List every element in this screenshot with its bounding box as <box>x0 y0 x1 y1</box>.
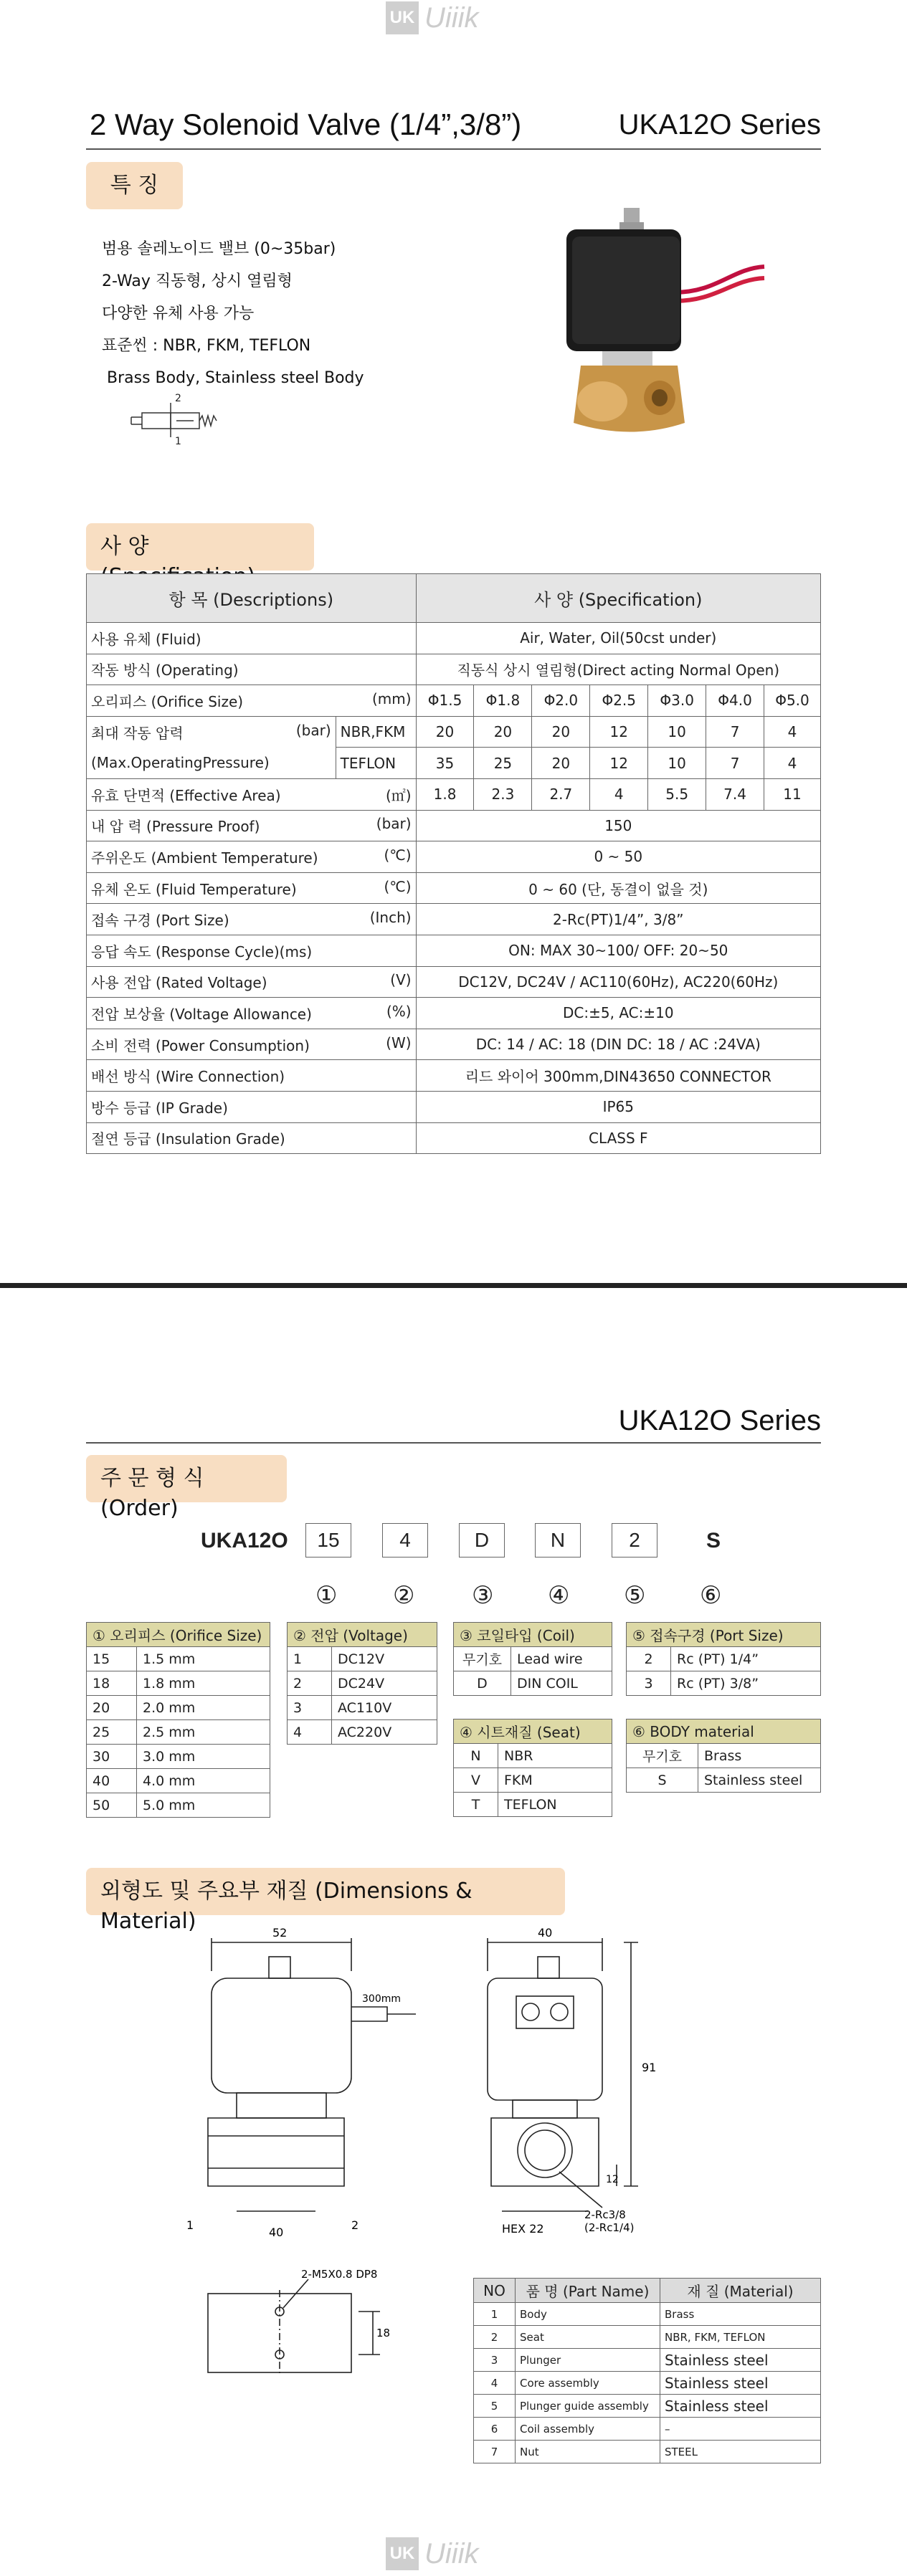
part-no: 3 <box>474 2349 516 2372</box>
parts-head-no: NO <box>474 2279 516 2303</box>
dim-40: 40 <box>269 2226 284 2239</box>
dim-screw: 2-M5X0.8 DP8 <box>301 2268 378 2281</box>
order-marker: ⑥ <box>700 1581 722 1610</box>
spec-label: 주위온도 (Ambient Temperature) <box>91 849 318 867</box>
table-row <box>454 1768 612 1793</box>
dimensions-heading: 외형도 및 주요부 재질 (Dimensions & Material) <box>86 1868 565 1915</box>
value-cell: TEFLON <box>498 1793 612 1817</box>
spec-table <box>86 573 821 1154</box>
logo-text: Uiiik <box>424 2537 479 2570</box>
spec-cell: 7 <box>706 716 764 748</box>
spec-cell: 20 <box>474 716 532 748</box>
coil-table-title: ③ 코일타입 (Coil) <box>454 1623 612 1647</box>
order-code-1: 15 <box>305 1523 351 1557</box>
table-row <box>87 841 821 873</box>
spec-cell: 20 <box>532 716 590 748</box>
value-cell: 3.0 mm <box>137 1745 270 1769</box>
code-cell: 20 <box>87 1696 137 1720</box>
spec-label: 전압 보상율 (Voltage Allowance) <box>91 1005 312 1023</box>
spec-cell: Φ3.0 <box>648 685 706 717</box>
order-marker: ④ <box>548 1581 570 1610</box>
table-row <box>87 904 821 935</box>
spec-cell: 12 <box>590 748 648 779</box>
code-cell: 3 <box>288 1696 332 1720</box>
spec-cell: Φ1.8 <box>474 685 532 717</box>
spec-unit: (bar) <box>376 815 412 833</box>
table-row <box>288 1671 437 1696</box>
table-row <box>87 778 821 810</box>
spec-cell: 5.5 <box>648 778 706 810</box>
order-marker: ③ <box>472 1581 494 1610</box>
value-cell: AC220V <box>332 1720 437 1745</box>
part-no: 5 <box>474 2395 516 2418</box>
brand-logo <box>386 1 479 34</box>
spec-cell: 4 <box>764 716 821 748</box>
part-no: 4 <box>474 2372 516 2395</box>
code-cell: 무기호 <box>627 1744 698 1768</box>
table-row <box>474 2303 821 2326</box>
table-row <box>87 1696 270 1720</box>
port-label-1: 1 <box>175 436 181 447</box>
spec-unit: (Inch) <box>369 909 412 927</box>
spec-cell: Φ5.0 <box>764 685 821 717</box>
spec-value: 150 <box>416 810 820 841</box>
body-table <box>626 1719 821 1793</box>
part-material: STEEL <box>660 2441 821 2463</box>
logo-mark: UK <box>386 1 419 34</box>
spec-cell: 2.3 <box>474 778 532 810</box>
spec-label: 작동 방식 (Operating) <box>87 654 417 685</box>
spec-sublabel: NBR,FKM <box>336 716 416 748</box>
table-row <box>288 1696 437 1720</box>
code-cell: 3 <box>627 1671 671 1696</box>
table-row <box>87 872 821 904</box>
spec-cell: 4 <box>590 778 648 810</box>
spec-unit: (W) <box>386 1034 412 1051</box>
table-row <box>87 1720 270 1745</box>
order-marker: ⑤ <box>624 1581 646 1610</box>
spec-unit: (V) <box>390 971 412 989</box>
valve-symbol <box>128 393 221 447</box>
title-rule-2 <box>86 1442 821 1444</box>
table-row <box>454 1647 612 1671</box>
code-cell: T <box>454 1793 498 1817</box>
spec-label: 소비 전력 (Power Consumption) <box>91 1036 310 1054</box>
part-no: 2 <box>474 2326 516 2349</box>
code-cell: 무기호 <box>454 1647 511 1671</box>
value-cell: FKM <box>498 1768 612 1793</box>
table-row <box>627 1744 821 1768</box>
spec-label: 오리피스 (Orifice Size) <box>91 692 244 710</box>
part-name: Core assembly <box>516 2372 660 2395</box>
value-cell: Lead wire <box>511 1647 612 1671</box>
spec-value: 0 ~ 60 (단, 동결이 없을 것) <box>416 872 820 904</box>
spec-cell: Φ1.5 <box>416 685 474 717</box>
table-row <box>87 1745 270 1769</box>
spec-value: 리드 와이어 300mm,DIN43650 CONNECTOR <box>416 1060 820 1092</box>
value-cell: 1.8 mm <box>137 1671 270 1696</box>
port-table <box>626 1622 821 1696</box>
spec-value: Air, Water, Oil(50cst under) <box>416 623 820 654</box>
code-cell: N <box>454 1744 498 1768</box>
dim-rc2: (2-Rc1/4) <box>584 2221 635 2234</box>
feature-item: 다양한 유체 사용 가능 <box>102 305 255 323</box>
spec-cell: 10 <box>648 748 706 779</box>
title-rule <box>86 148 821 150</box>
voltage-table <box>287 1622 437 1745</box>
value-cell: Rc (PT) 3/8” <box>671 1671 821 1696</box>
code-cell: 50 <box>87 1793 137 1818</box>
voltage-table-title: ② 전압 (Voltage) <box>288 1623 437 1647</box>
value-cell: AC110V <box>332 1696 437 1720</box>
table-row <box>87 654 821 685</box>
table-row <box>87 623 821 654</box>
spec-head-right: 사 양 (Specification) <box>416 574 820 623</box>
value-cell: Stainless steel <box>698 1768 821 1793</box>
order-code-3: D <box>459 1523 505 1557</box>
spec-cell: 7 <box>706 748 764 779</box>
order-code-2: 4 <box>382 1523 428 1557</box>
orifice-table-title: ① 오리피스 (Orifice Size) <box>87 1623 270 1647</box>
value-cell: NBR <box>498 1744 612 1768</box>
bottom-view-drawing <box>194 2265 409 2387</box>
spec-value: CLASS F <box>416 1122 820 1154</box>
table-row <box>474 2441 821 2463</box>
table-row <box>87 1060 821 1092</box>
spec-unit: (℃) <box>384 877 412 895</box>
part-no: 1 <box>474 2303 516 2326</box>
feature-item: 범용 솔레노이드 밸브 (0~35bar) <box>102 240 336 258</box>
spec-unit: (℃) <box>384 846 412 864</box>
spec-cell: Φ4.0 <box>706 685 764 717</box>
table-row <box>627 1647 821 1671</box>
spec-head-left: 항 목 (Descriptions) <box>87 574 417 623</box>
table-row <box>627 1671 821 1696</box>
part-material: Stainless steel <box>660 2349 821 2372</box>
code-cell: V <box>454 1768 498 1793</box>
spec-sublabel: TEFLON <box>336 748 416 779</box>
table-row <box>87 685 821 717</box>
code-cell: 15 <box>87 1647 137 1671</box>
table-row <box>454 1671 612 1696</box>
order-marker: ② <box>393 1581 415 1610</box>
spec-value: DC: 14 / AC: 18 (DIN DC: 18 / AC :24VA) <box>416 1029 820 1060</box>
value-cell: 5.0 mm <box>137 1793 270 1818</box>
dim-91: 91 <box>642 2061 657 2074</box>
code-cell: 2 <box>627 1647 671 1671</box>
spec-cell: Φ2.0 <box>532 685 590 717</box>
table-row <box>474 2418 821 2441</box>
spec-cell: 1.8 <box>416 778 474 810</box>
seat-table <box>453 1719 612 1817</box>
part-name: Coil assembly <box>516 2418 660 2441</box>
part-material: Brass <box>660 2303 821 2326</box>
spec-cell: 20 <box>416 716 474 748</box>
value-cell: 2.0 mm <box>137 1696 270 1720</box>
dim-300: 300mm <box>362 1993 401 2005</box>
spec-value: DC12V, DC24V / AC110(60Hz), AC220(60Hz) <box>416 966 820 998</box>
part-no: 6 <box>474 2418 516 2441</box>
dim-port-1: 1 <box>186 2218 194 2232</box>
table-row <box>87 1769 270 1793</box>
table-row <box>627 1768 821 1793</box>
page-separator <box>0 1283 907 1288</box>
spec-value: 직동식 상시 열림형(Direct acting Normal Open) <box>416 654 820 685</box>
spec-cell: 35 <box>416 748 474 779</box>
table-row <box>87 935 821 966</box>
parts-table <box>473 2278 821 2463</box>
product-photo <box>552 194 767 452</box>
table-row <box>474 2326 821 2349</box>
table-row <box>87 1122 821 1154</box>
order-heading: 주 문 형 식 (Order) <box>86 1455 287 1502</box>
seat-table-title: ④ 시트재질 (Seat) <box>454 1719 612 1744</box>
body-table-title: ⑥ BODY material <box>627 1719 821 1744</box>
order-marker: ① <box>315 1581 338 1610</box>
part-material: NBR, FKM, TEFLON <box>660 2326 821 2349</box>
code-cell: D <box>454 1671 511 1696</box>
parts-head-name: 품 명 (Part Name) <box>516 2279 660 2303</box>
dim-12: 12 <box>606 2174 619 2185</box>
part-name: Plunger guide assembly <box>516 2395 660 2418</box>
spec-value: DC:±5, AC:±10 <box>416 998 820 1029</box>
parts-head-material: 재 질 (Material) <box>660 2279 821 2303</box>
dimension-drawing <box>172 1928 817 2251</box>
features-heading: 특 징 <box>86 162 183 209</box>
value-cell: Rc (PT) 1/4” <box>671 1647 821 1671</box>
dim-rc1: 2-Rc3/8 <box>584 2208 626 2221</box>
table-row <box>454 1793 612 1817</box>
table-row <box>87 966 821 998</box>
code-cell: 4 <box>288 1720 332 1745</box>
spec-label: 최대 작동 압력 <box>91 724 184 742</box>
feature-item: Brass Body, Stainless steel Body <box>102 369 364 387</box>
feature-item: 표준씬 : NBR, FKM, TEFLON <box>102 337 311 355</box>
series-name: UKA12O Series <box>618 109 821 140</box>
coil-table <box>453 1622 612 1696</box>
code-cell: S <box>627 1768 698 1793</box>
order-suffix: S <box>706 1529 721 1552</box>
code-cell: 25 <box>87 1720 137 1745</box>
port-table-title: ⑤ 접속구경 (Port Size) <box>627 1623 821 1647</box>
spec-cell: Φ2.5 <box>590 685 648 717</box>
table-row <box>87 1647 270 1671</box>
spec-label: 응답 속도 (Response Cycle)(ms) <box>91 943 313 960</box>
spec-cell: 12 <box>590 716 648 748</box>
spec-unit: (mm) <box>372 690 412 707</box>
value-cell: 4.0 mm <box>137 1769 270 1793</box>
dim-40-side: 40 <box>538 1928 553 1940</box>
table-row <box>87 1029 821 1060</box>
spec-unit: (㎡) <box>385 786 412 804</box>
part-material: – <box>660 2418 821 2441</box>
logo-text: Uiiik <box>424 1 479 34</box>
table-row <box>454 1744 612 1768</box>
spec-cell: 10 <box>648 716 706 748</box>
part-name: Plunger <box>516 2349 660 2372</box>
code-cell: 2 <box>288 1671 332 1696</box>
dim-18: 18 <box>376 2327 391 2339</box>
table-row <box>288 1647 437 1671</box>
part-material: Stainless steel <box>660 2395 821 2418</box>
table-row <box>87 748 821 779</box>
code-cell: 18 <box>87 1671 137 1696</box>
value-cell: DC24V <box>332 1671 437 1696</box>
table-row <box>87 810 821 841</box>
order-model: UKA12O <box>201 1529 288 1552</box>
spec-value: ON: MAX 30~100/ OFF: 20~50 <box>416 935 820 966</box>
part-name: Body <box>516 2303 660 2326</box>
dim-hex: HEX 22 <box>502 2222 544 2236</box>
table-row <box>87 716 821 748</box>
part-no: 7 <box>474 2441 516 2463</box>
spec-label: 절연 등급 (Insulation Grade) <box>91 1130 285 1148</box>
order-code-5: 2 <box>612 1523 657 1557</box>
spec-label: 사용 유체 (Fluid) <box>87 623 417 654</box>
table-row <box>87 998 821 1029</box>
spec-label: 접속 구경 (Port Size) <box>91 912 229 930</box>
part-name: Nut <box>516 2441 660 2463</box>
spec-cell: 25 <box>474 748 532 779</box>
page-title: 2 Way Solenoid Valve (1/4”,3/8”) <box>90 108 522 141</box>
logo-mark: UK <box>386 2537 419 2570</box>
spec-label: (Max.OperatingPressure) <box>87 748 336 779</box>
order-code-4: N <box>535 1523 581 1557</box>
value-cell: DIN COIL <box>511 1671 612 1696</box>
feature-item: 2-Way 직동형, 상시 열림형 <box>102 272 293 290</box>
series-name-2: UKA12O Series <box>618 1405 821 1436</box>
table-row <box>474 2395 821 2418</box>
spec-label: 방수 등급 (IP Grade) <box>91 1099 228 1117</box>
value-cell: DC12V <box>332 1647 437 1671</box>
table-row <box>474 2349 821 2372</box>
spec-cell: 11 <box>764 778 821 810</box>
table-row <box>474 2372 821 2395</box>
spec-label: 사용 전압 (Rated Voltage) <box>91 974 267 992</box>
features-list <box>102 233 364 394</box>
value-cell: Brass <box>698 1744 821 1768</box>
spec-heading: 사 양 <box>86 523 314 571</box>
spec-value: 2-Rc(PT)1/4”, 3/8” <box>416 904 820 935</box>
spec-value: IP65 <box>416 1091 820 1122</box>
brand-logo-bottom <box>386 2537 479 2570</box>
table-row <box>288 1720 437 1745</box>
spec-cell: 7.4 <box>706 778 764 810</box>
code-cell: 30 <box>87 1745 137 1769</box>
table-row <box>87 1671 270 1696</box>
part-material: Stainless steel <box>660 2372 821 2395</box>
spec-label: 유체 온도 (Fluid Temperature) <box>91 880 297 898</box>
table-row <box>87 1091 821 1122</box>
dim-port-2: 2 <box>351 2218 359 2232</box>
dim-52: 52 <box>272 1928 288 1940</box>
spec-value: 0 ~ 50 <box>416 841 820 873</box>
code-cell: 1 <box>288 1647 332 1671</box>
spec-cell: 20 <box>532 748 590 779</box>
spec-label: 내 압 력 (Pressure Proof) <box>91 818 260 836</box>
code-cell: 40 <box>87 1769 137 1793</box>
table-row <box>87 1793 270 1818</box>
spec-label: 유효 단면적 (Effective Area) <box>91 786 281 804</box>
orifice-table <box>86 1622 270 1818</box>
spec-cell: 4 <box>764 748 821 779</box>
port-label-2: 2 <box>175 393 181 404</box>
spec-unit: (bar) <box>295 721 331 739</box>
value-cell: 1.5 mm <box>137 1647 270 1671</box>
spec-label: 배선 방식 (Wire Connection) <box>91 1068 285 1086</box>
spec-unit: (%) <box>386 1002 412 1020</box>
spec-cell: 2.7 <box>532 778 590 810</box>
part-name: Seat <box>516 2326 660 2349</box>
value-cell: 2.5 mm <box>137 1720 270 1745</box>
